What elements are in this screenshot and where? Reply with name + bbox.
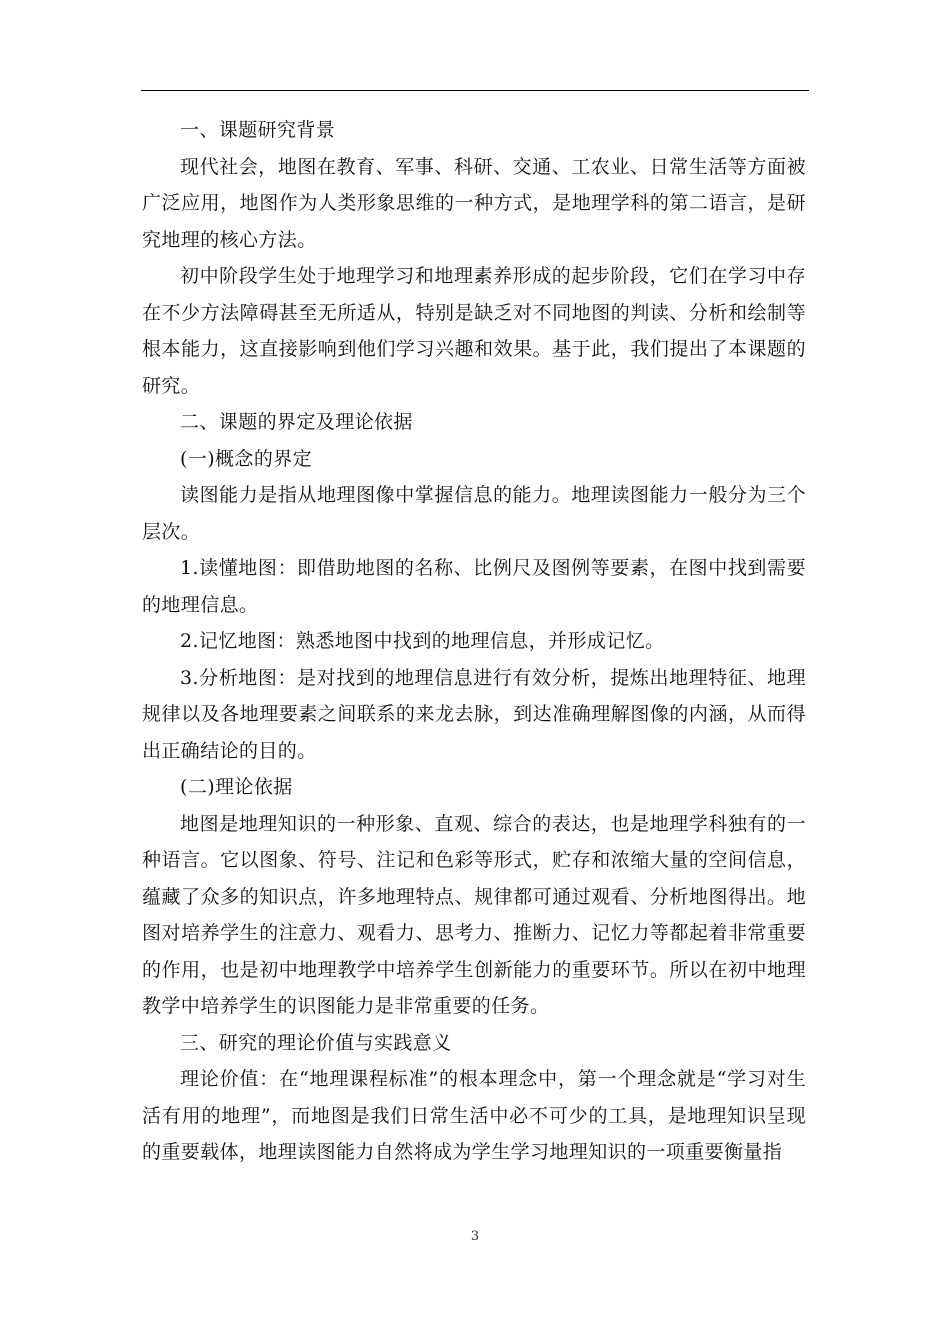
paragraph-definition: 读图能力是指从地理图像中掌握信息的能力。地理读图能力一般分为三个层次。 (142, 484, 806, 543)
header-rule (141, 90, 809, 91)
list-item-2: 2.记忆地图：熟悉地图中找到的地理信息，并形成记忆。 (180, 630, 665, 652)
section-heading-3: 三、研究的理论价值与实践意义 (180, 1031, 452, 1054)
paragraph-theory: 地图是地理知识的一种形象、直观、综合的表达，也是地理学科独有的一种语言。它以图象、符号、注记和色彩等形式，贮存和浓缩大量的空间信息，蕴藏了众多的知识点，许多地理特点、规律都可通过观看、分析地图得出。地图对培养学生的注意力、观看力、思考力、推断力、记忆力等都起着非常重要的作用，也是初中地理教学中培养学生创新能力的重要环节。所以在初中地理教学中培养学生的识图能力是非常重要的任务。 (142, 812, 806, 1017)
paragraph-value: 理论价值：在“地理课程标准”的根本理念中，第一个理念就是“学习对生活有用的地理”，而地图是我们日常生活中必不可少的工具，是地理知识呈现的重要载体，地理读图能力自然将成为学生学习地理知识的一项重要衡量指 (142, 1068, 806, 1163)
paragraph-background-1: 现代社会，地图在教育、军事、科研、交通、工农业、日常生活等方面被广泛应用，地图作为人类形象思维的一种方式，是地理学科的第二语言，是研究地理的核心方法。 (142, 155, 806, 251)
section-heading-2: 二、课题的界定及理论依据 (180, 411, 413, 433)
list-item-1: 1.读懂地图：即借助地图的名称、比例尺及图例等要素，在图中找到需要的地理信息。 (142, 557, 806, 616)
subsection-heading-concept: (一)概念的界定 (180, 447, 313, 470)
section-heading-1: 一、课题研究背景 (180, 119, 336, 141)
paragraph-background-2: 初中阶段学生处于地理学习和地理素养形成的起步阶段，它们在学习中存在不少方法障碍甚至无所适从，特别是缺乏对不同地图的判读、分析和绘制等根本能力，这直接影响到他们学习兴趣和效果。基于此，我们提出了本课题的研究。 (142, 265, 806, 397)
list-item-3: 3.分析地图：是对找到的地理信息进行有效分析，提炼出地理特征、地理规律以及各地理要素之间联系的来龙去脉，到达准确理解图像的内涵，从而得出正确结论的目的。 (142, 666, 806, 762)
page-number: 3 (470, 1229, 480, 1244)
document-body (142, 112, 806, 1171)
subsection-heading-theory: (二)理论依据 (180, 776, 293, 798)
